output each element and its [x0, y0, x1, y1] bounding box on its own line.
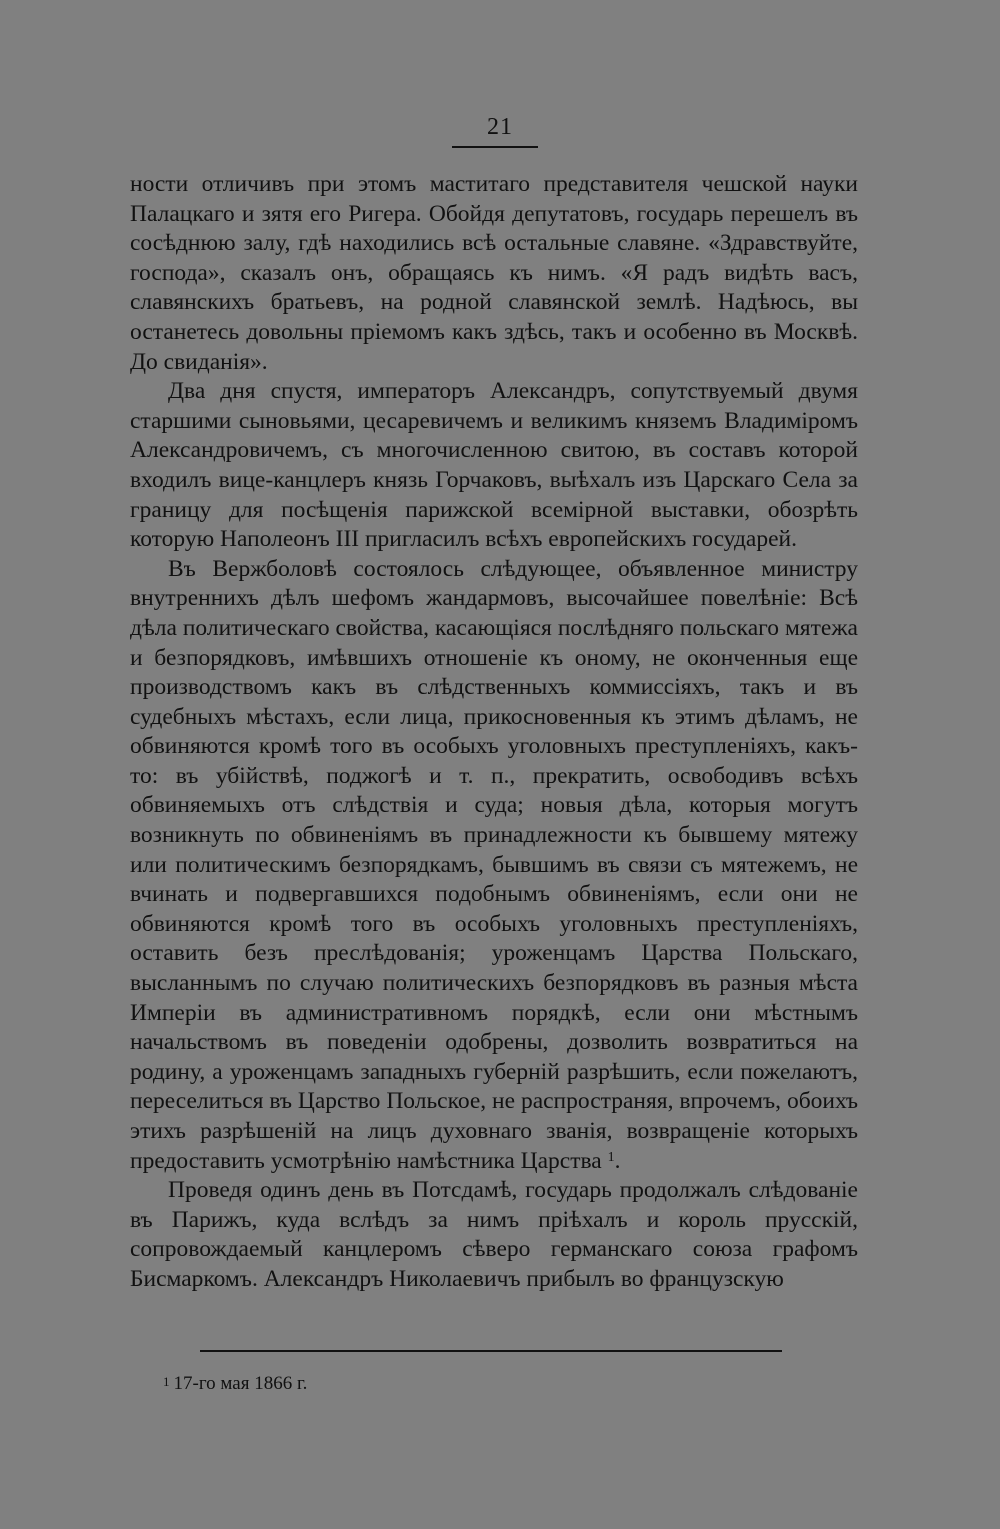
footnote-reference-tail: . — [614, 1147, 621, 1174]
footnote-reference[interactable]: 1 — [607, 1149, 615, 1165]
paragraph-1: ности отличивъ при этомъ маститаго представителя чешской науки Палацкаго и зятя его Ригера. Обойдя депутатовъ, государь перешелъ въ сосѣднюю залу, гдѣ находились всѣ остальные славяне. «Здравствуйте, господа», сказалъ онъ, обращаясь къ нимъ. «Я радъ видѣть васъ, славянскихъ братьевъ, на родной славянской землѣ. Надѣюсь, вы останетесь довольны пріемомъ какъ здѣсь, такъ и особенно въ Москвѣ. До свиданія». — [130, 171, 858, 375]
paragraph-3-text: Въ Вержболовѣ состоялось слѣдующее, объявленное министру внутреннихъ дѣлъ шефомъ жандармовъ, высочайшее повелѣніе: Всѣ дѣла политическаго свойства, касающіяся послѣдняго польскаго мятежа и безпорядковъ, имѣвшихъ отношеніе къ оному, не оконченныя еще производствомъ какъ въ слѣдственныхъ коммиссіяхъ, такъ и въ судебныхъ мѣстахъ, если лица, прикосновенныя къ этимъ дѣламъ, не обвиняются кромѣ того въ особыхъ уголовныхъ преступленіяхъ, какъ-то: въ убійствѣ, поджогѣ и т. п., прекратить, освободивъ всѣхъ обвиняемыхъ отъ слѣдствія и суда; новыя дѣла, которыя могутъ возникнуть по обвиненіямъ въ принадлежности къ бывшему мятежу или политическимъ безпорядкамъ, бывшимъ въ связи съ мятежемъ, не вчинать и подвергавшихся подобнымъ обвиненіямъ, если они не обвиняются кромѣ того въ особыхъ уголовныхъ преступленіяхъ, оставить безъ преслѣдованія; уроженцамъ Царства Польскаго, высланнымъ по случаю политическихъ безпорядковъ въ разныя мѣста Имперіи въ административномъ порядкѣ, если они мѣстнымъ начальствомъ въ поведеніи одобрены, дозволить возвратиться на родину, а уроженцамъ западныхъ губерній разрѣшить, если пожелаютъ, переселиться въ Царство Польское, не распространяя, впрочемъ, обоихъ этихъ разрѣшеній на лицъ духовнаго званія, возвращеніе которыхъ предоставить усмотрѣнію намѣстника Царства — [130, 555, 858, 1174]
paragraph-3 — [130, 555, 858, 1176]
footnote-rule — [200, 1350, 782, 1352]
main-text — [130, 170, 858, 1295]
footnote-marker: 1 — [163, 1374, 170, 1389]
paragraph-2: Два дня спустя, императоръ Александръ, сопутствуемый двумя старшими сыновьями, цесаревичемъ и великимъ княземъ Владиміромъ Александровичемъ, съ многочисленною свитою, въ составъ которой входилъ вице-канцлеръ князь Горчаковъ, выѣхалъ изъ Царскаго Села за границу для посѣщенія парижской всемірной выставки, обозрѣть которую Наполеонъ III пригласилъ всѣхъ европейскихъ государей. — [130, 378, 858, 553]
footnote-text: 17-го мая 1866 г. — [173, 1373, 308, 1394]
page-number: 21 — [487, 114, 513, 140]
paragraph-4: Проведя одинъ день въ Потсдамѣ, государь продолжалъ слѣдованіе въ Парижъ, куда вслѣдъ за нимъ пріѣхалъ и король прусскій, сопровождаемый канцлеромъ сѣверо германскаго союза графомъ Бисмаркомъ. Александръ Николаевичъ прибылъ во французскую — [130, 1177, 858, 1292]
footnote — [163, 1372, 307, 1396]
page-number-rule — [452, 146, 538, 148]
